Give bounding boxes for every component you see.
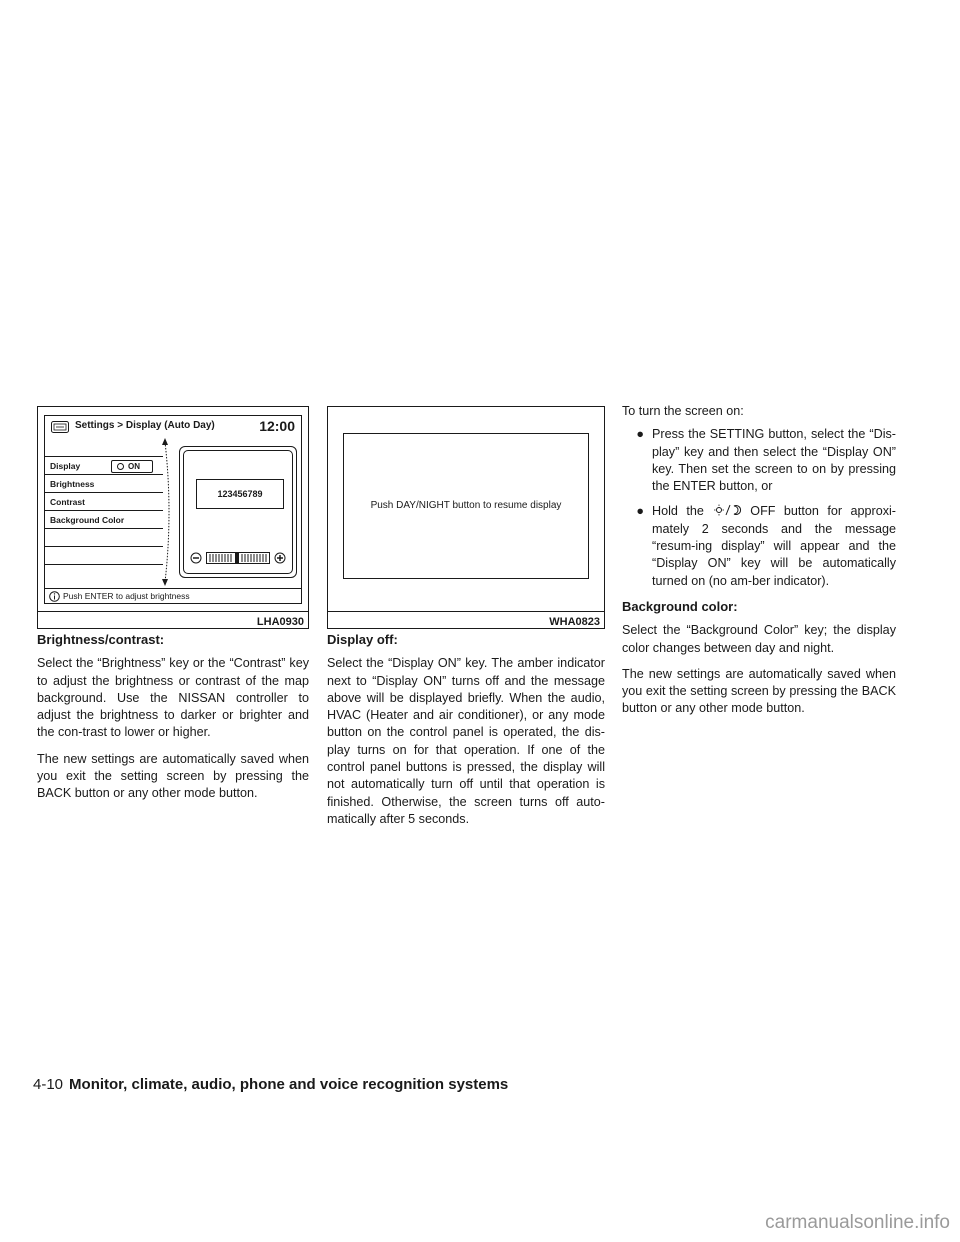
menu-item-empty [45, 547, 163, 565]
screen-title-bar [45, 416, 301, 438]
figure-code: WHA0823 [549, 616, 600, 628]
menu-item-contrast[interactable]: Contrast [45, 493, 163, 511]
scroll-arc-indicator[interactable] [159, 438, 175, 586]
slider-track[interactable] [206, 552, 270, 564]
brightness-slider[interactable] [190, 551, 286, 565]
paragraph: The new settings are automatically saved when you exit the setting screen by pressing the BACK button or any other mode button. [622, 666, 896, 716]
indicator-circle-icon [117, 463, 124, 470]
paragraph: The new settings are automatically saved when you exit the setting screen by pressing the BACK button or any other mode button. [37, 751, 309, 801]
bullet-item: ● Press the SETTING button, select the “Dis-play” key and then select the “Display ON” key. Then set the screen to on by pressing the ENTER button, or [622, 426, 896, 495]
settings-menu [45, 456, 163, 585]
brightness-preview-panel [179, 446, 297, 578]
menu-item-empty [45, 529, 163, 547]
display-on-toggle[interactable]: ON [111, 460, 153, 473]
figure-settings-display [37, 406, 309, 629]
column-display-off [327, 631, 605, 837]
watermark: carmanualsonline.info [765, 1212, 950, 1233]
section-heading: Background color: [622, 598, 738, 614]
page-footer [33, 1076, 508, 1093]
paragraph: Select the “Brightness” key or the “Contrast” key to adjust the brightness or contrast of the map background. Use the NISSAN controller to adjust the brightness to darker or brighter and the con-trast to lower or higher. [37, 656, 309, 740]
page-number: 4-10 [33, 1076, 64, 1093]
menu-item-background-color[interactable]: Background Color [45, 511, 163, 529]
minus-icon[interactable] [190, 552, 202, 564]
column-turn-on [622, 403, 896, 727]
display-off-screen [343, 433, 589, 579]
paragraph: Select the “Background Color” key; the display color changes between day and night. [622, 623, 896, 655]
bullet-dot: ● [636, 504, 644, 519]
section-heading: Display off: [327, 632, 398, 647]
plus-icon[interactable] [274, 552, 286, 564]
hint-bar [45, 588, 301, 604]
day-night-icon [714, 504, 742, 516]
menu-item-display[interactable]: Display ON [45, 457, 163, 475]
chapter-title: Monitor, climate, audio, phone and voice recognition systems [69, 1076, 509, 1093]
intro-text: To turn the screen on: [622, 404, 744, 418]
screen-title: Settings > Display (Auto Day) [75, 420, 215, 431]
screen-clock: 12:00 [259, 418, 295, 434]
hint-text: Push ENTER to adjust brightness [63, 591, 190, 601]
section-heading: Brightness/contrast: [37, 632, 165, 647]
column-brightness-contrast [37, 631, 309, 812]
nav-screen [44, 415, 302, 604]
bullet-dot: ● [636, 427, 644, 442]
menu-item-brightness[interactable]: Brightness [45, 475, 163, 493]
figure-display-off [327, 406, 605, 629]
info-icon [49, 591, 60, 602]
resume-display-message: Push DAY/NIGHT button to resume display [370, 500, 562, 511]
figure-code: LHA0930 [256, 616, 304, 628]
preview-value-box: 123456789 [196, 479, 284, 509]
bullet-item: ● Hold the OFF button for approxi-mately 2 seconds and the message “resum-ing display” will appear and the “Display ON” key will be automatically turned on (no am-ber indicator). [622, 503, 896, 589]
paragraph: Select the “Display ON” key. The amber indicator next to “Display ON” turns off and the message above will be displayed briefly. When the audio, HVAC (Heater and air conditioner), or any mode button on the control panel is operated, the dis-play turns on for that operation. If one of the control panel buttons is pressed, the display will not automatically turn off until that operation is finished. Otherwise, the screen turns off auto-matically after 5 seconds. [327, 656, 605, 826]
settings-icon [51, 421, 69, 433]
